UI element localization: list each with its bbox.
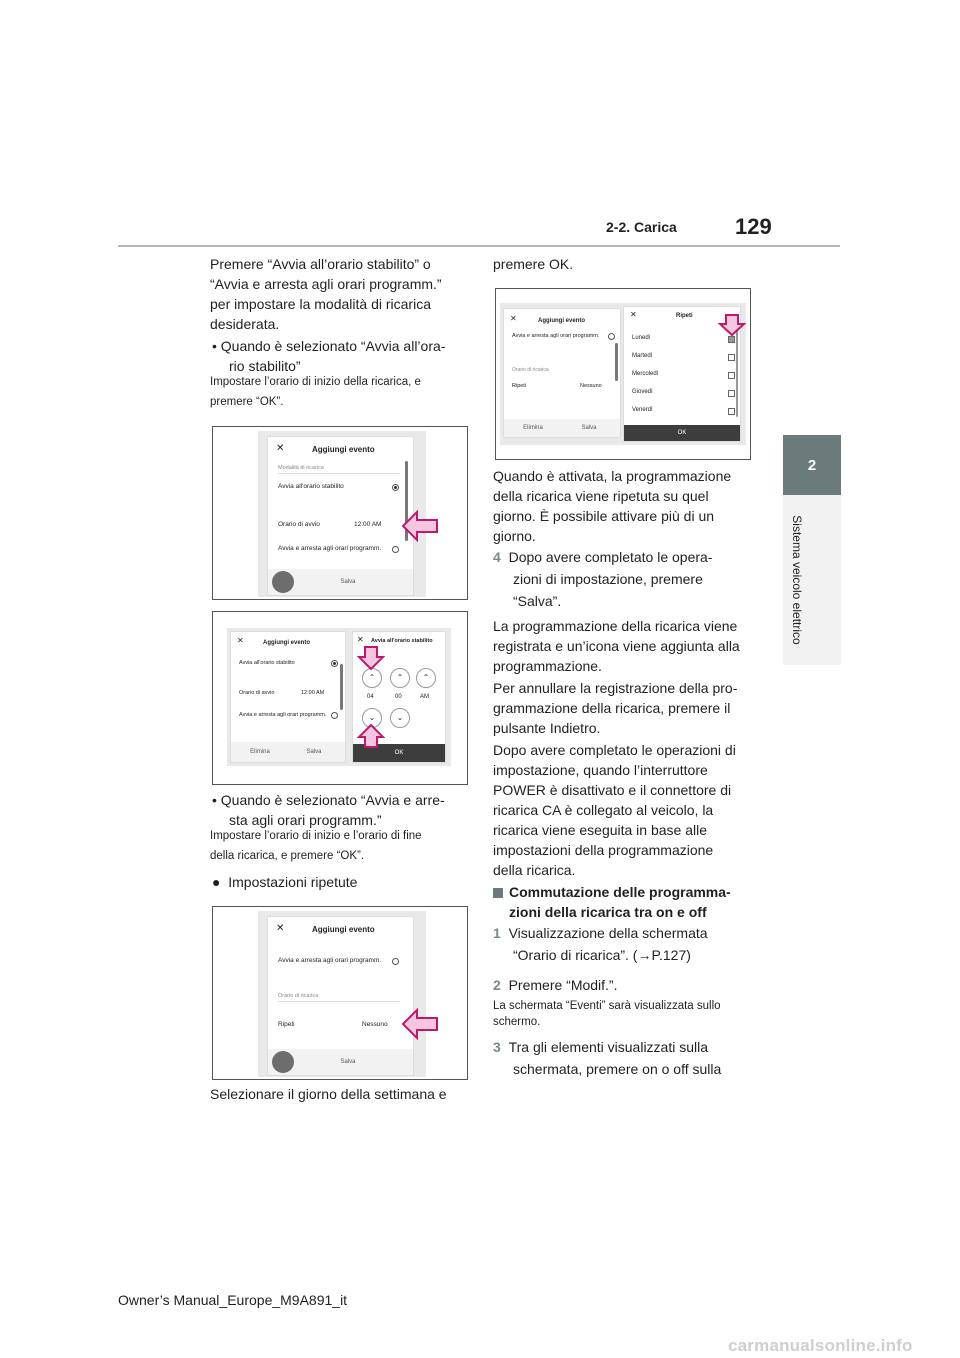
heading-commutazione (493, 882, 731, 922)
chevron-up-icon[interactable]: ⌃ (416, 668, 436, 688)
close-icon[interactable]: ✕ (510, 314, 517, 323)
registration-paragraph (493, 616, 740, 676)
radio-selected[interactable] (331, 660, 338, 667)
chapter-tab (783, 435, 841, 495)
figure-ripeti-giorni (495, 288, 751, 460)
watermark: carmanualsonline.info (728, 1336, 913, 1355)
day-option[interactable]: Mercoledì (632, 371, 659, 377)
save-button[interactable]: Salva (340, 579, 356, 585)
panel-title: Ripeti (676, 313, 693, 319)
step-2 (493, 974, 618, 996)
screen-title: Aggiungi evento (538, 318, 585, 324)
text-line: schermata, premere on o off sulla (513, 1061, 722, 1077)
radio-selected[interactable] (392, 484, 399, 491)
text-line: Quando è attivata, la programmazione (493, 468, 732, 484)
step-4 (493, 546, 712, 612)
note-3 (493, 998, 721, 1030)
option-avvia-arresta[interactable]: Avvia e arresta agli orari programm. (278, 545, 382, 552)
checkbox[interactable] (728, 372, 735, 379)
bullet-avvia-arresta (212, 790, 445, 830)
text-line: schermo. (493, 1016, 541, 1028)
step-number: 1 (493, 925, 501, 941)
start-time-value[interactable]: 12:00 AM (301, 690, 325, 696)
text-line: zioni della ricarica tra on e off (509, 904, 707, 920)
ampm-value: AM (420, 694, 429, 700)
checkbox-checked[interactable] (728, 336, 735, 343)
radio-unselected[interactable] (331, 712, 338, 719)
chevron-down-icon[interactable]: ⌄ (362, 708, 382, 728)
option-avvia-arresta[interactable]: Avvia e arresta agli orari programm. (278, 957, 382, 964)
repeat-value[interactable]: Nessuno (580, 383, 602, 389)
text-line: giorno. (493, 528, 536, 544)
text-line: La schermata “Eventi” sarà visualizzata sullo (493, 1000, 721, 1012)
text-line: della ricarica. (493, 862, 576, 878)
text-line: impostazione, quando l’interruttore (493, 762, 708, 778)
bullet-avvia-stabilito (212, 336, 445, 376)
step-number: 2 (493, 977, 501, 993)
text-line: della ricarica viene ripetuta su quel (493, 488, 709, 504)
select-day-text: Selezionare il giorno della settimana e (210, 1086, 447, 1102)
text-line: pulsante Indietro. (493, 720, 601, 736)
ok-button[interactable]: OK (624, 425, 740, 441)
text-line: impostazioni della programmazione (493, 842, 714, 858)
text-line: Dopo avere completato le operazioni di (493, 742, 736, 758)
figure-aggiungi-evento-ripeti (212, 906, 468, 1080)
text-line: Dopo avere completato le opera- (508, 549, 713, 565)
step-3 (493, 1036, 721, 1080)
hour-value: 04 (367, 694, 374, 700)
panel-title: Avvia all'orario stabilito (371, 638, 433, 644)
text-line: premere OK. (493, 256, 574, 272)
text-line: Visualizzazione della schermata (508, 925, 708, 941)
screen-section-label: Modalità di ricarica (278, 465, 324, 471)
ok-button[interactable]: OK (353, 744, 445, 762)
option-avvia-stabilito[interactable]: Avvia all'orario stabilito (278, 483, 344, 490)
note-2 (210, 826, 422, 866)
screen-section-label: Orario di ricarica (278, 993, 319, 999)
text-line: “Salva”. (513, 593, 562, 609)
step-1 (493, 922, 708, 966)
page-number: 129 (735, 214, 772, 239)
header-rule (118, 245, 840, 247)
text-line: Per annullare la registrazione della pro- (493, 680, 738, 696)
start-time-value[interactable]: 12:00 AM (354, 521, 382, 528)
heading-text: Impostazioni ripetute (228, 874, 358, 890)
start-time-label: Orario di avvio (278, 521, 320, 528)
chevron-up-icon[interactable]: ⌃ (362, 668, 382, 688)
scrollbar[interactable] (615, 343, 618, 381)
chapter-label-wrap (777, 500, 817, 660)
section-title: 2-2. Carica (606, 219, 677, 235)
text-line: ricarica viene eseguita in base alle (493, 822, 708, 838)
text-line: registrata e un’icona viene aggiunta alla (493, 638, 740, 654)
search-icon[interactable] (272, 571, 294, 593)
option-avvia-stabilito[interactable]: Avvia all'orario stabilito (239, 660, 295, 666)
close-icon[interactable]: ✕ (630, 310, 637, 319)
close-icon[interactable]: ✕ (357, 635, 364, 644)
intro-paragraph (210, 254, 442, 334)
option-avvia-arresta[interactable]: Avvia e arresta agli orari programm. (512, 333, 600, 339)
text-line: Premere “Modif.”. (508, 977, 618, 993)
text-line: Impostare l’orario di inizio e l’orario di fine (210, 830, 422, 842)
checkbox[interactable] (728, 390, 735, 397)
search-icon[interactable] (272, 1051, 294, 1073)
step-number: 3 (493, 1039, 501, 1055)
text-line: “Orario di ricarica”. (→P.127) (513, 947, 691, 963)
checkbox[interactable] (728, 354, 735, 361)
repeat-explanation (493, 466, 731, 546)
figure-aggiungi-evento-1 (212, 426, 468, 600)
text-line: rio stabilito” (229, 358, 301, 374)
text-line: Impostare l’orario di inizio della ricarica, e (210, 376, 421, 388)
pointer-arrow-icon (401, 1007, 441, 1041)
text-line: “Avvia e arresta agli orari programm.” (210, 276, 442, 292)
text-line: desiderata. (210, 316, 280, 332)
radio-unselected[interactable] (392, 546, 399, 553)
text-line: • Quando è selezionato “Avvia e arre- (212, 792, 445, 808)
save-button[interactable]: Salva (581, 425, 597, 431)
text-line: giorno. È possibile attivare più di un (493, 508, 715, 524)
radio-unselected[interactable] (608, 333, 615, 340)
pointer-arrow-icon (718, 313, 746, 337)
text-line: programmazione. (493, 658, 602, 674)
minute-value: 00 (395, 694, 402, 700)
cancel-paragraph (493, 678, 737, 738)
text-line: La programmazione della ricarica viene (493, 618, 738, 634)
repeat-label: Ripeti (512, 383, 527, 389)
figure-avvia-orario-stabilito (212, 611, 468, 785)
save-button[interactable]: Salva (306, 749, 322, 755)
scrollbar[interactable] (340, 664, 343, 710)
note-1 (210, 372, 421, 412)
checkbox[interactable] (728, 408, 735, 415)
delete-button[interactable]: Elimina (250, 749, 270, 755)
day-option[interactable]: Lunedì (632, 335, 651, 341)
radio-unselected[interactable] (392, 958, 399, 965)
delete-button[interactable]: Elimina (523, 425, 543, 431)
close-icon[interactable]: ✕ (276, 443, 285, 454)
screen-title: Aggiungi evento (312, 445, 375, 454)
day-option[interactable]: Venerdì (632, 407, 653, 413)
save-button[interactable]: Salva (340, 1059, 356, 1065)
screen-section-label: Orario di ricarica (512, 367, 549, 373)
text-line: sta agli orari programm.” (229, 812, 382, 828)
text-line: • Quando è selezionato “Avvia all’ora- (212, 338, 446, 354)
text-line: zioni di impostazione, premere (513, 571, 703, 587)
screen-title: Aggiungi evento (263, 640, 310, 646)
text-line: Premere “Avvia all’orario stabilito” o (210, 256, 431, 272)
chapter-label: Sistema veicolo elettrico (790, 515, 804, 645)
text-line: premere “OK”. (210, 396, 284, 408)
text-line: della ricarica, e premere “OK”. (210, 850, 365, 862)
pointer-arrow-icon (357, 723, 385, 749)
chevron-up-icon[interactable]: ⌃ (390, 668, 410, 688)
pointer-arrow-icon (401, 509, 441, 543)
scrollbar[interactable] (736, 327, 738, 417)
bullet-dot-icon: ● (212, 874, 221, 890)
square-bullet-icon (493, 888, 503, 898)
day-option[interactable]: Martedì (632, 353, 653, 359)
close-icon[interactable]: ✕ (276, 923, 285, 934)
repeat-value[interactable]: Nessuno (362, 1021, 388, 1028)
step-number: 4 (493, 549, 501, 565)
heading-impostazioni-ripetute (212, 872, 357, 892)
screen-title: Aggiungi evento (312, 925, 375, 934)
footer-manual-id: Owner’s Manual_Europe_M9A891_it (118, 1292, 348, 1308)
repeat-label: Ripeti (278, 1021, 295, 1028)
close-icon[interactable]: ✕ (237, 636, 244, 645)
chapter-number: 2 (807, 456, 817, 474)
text-line: Commutazione delle programma- (509, 884, 731, 900)
text-line: POWER è disattivato e il connettore di (493, 782, 732, 798)
option-avvia-arresta[interactable]: Avvia e arresta agli orari programm. (239, 712, 327, 718)
text-line: Tra gli elementi visualizzati sulla (508, 1039, 709, 1055)
pointer-arrow-icon (357, 645, 385, 671)
text-line: ricarica CA è collegato al veicolo, la (493, 802, 714, 818)
text-line: grammazione della ricarica, premere il (493, 700, 731, 716)
day-option[interactable]: Giovedì (632, 389, 653, 395)
start-time-label: Orario di avvio (239, 690, 275, 696)
text-line: per impostare la modalità di ricarica (210, 296, 431, 312)
power-paragraph (493, 740, 736, 880)
chevron-down-icon[interactable]: ⌄ (390, 708, 410, 728)
